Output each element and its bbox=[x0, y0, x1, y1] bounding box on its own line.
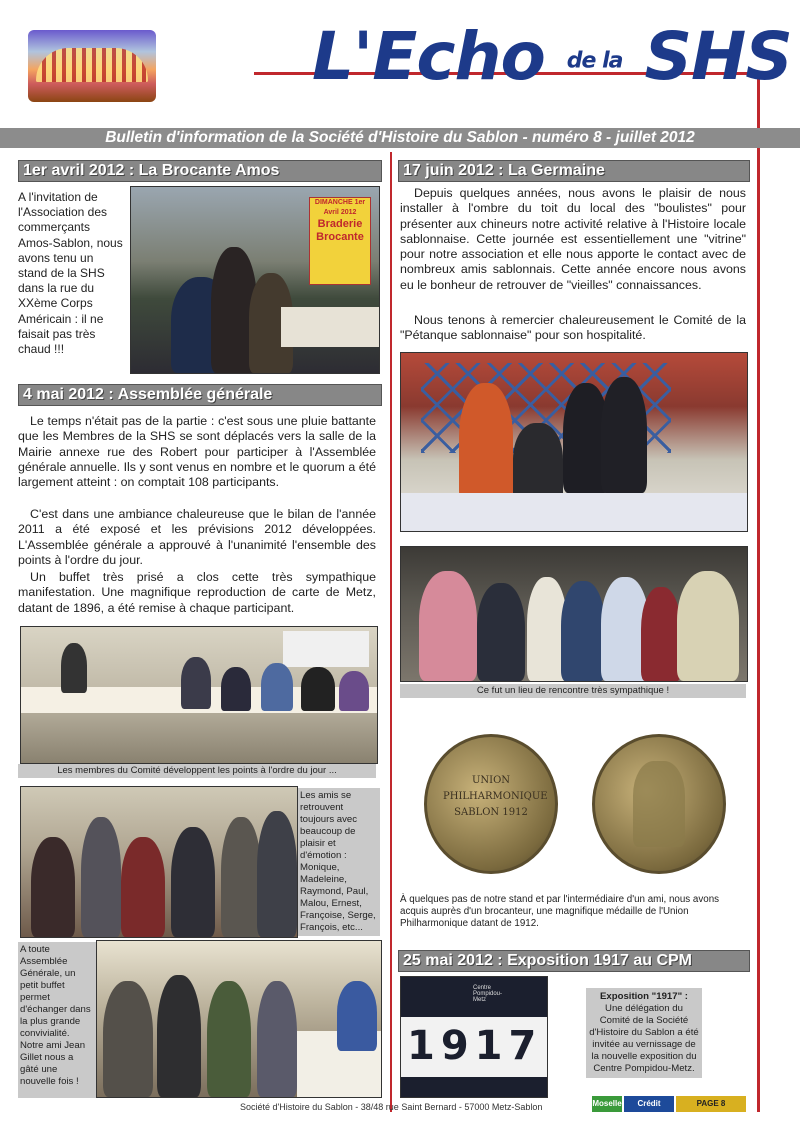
assemblee-paragraph-3: Un buffet très prisé a clos cette très sympathique manifestation. Une magnifique reproduction de carte de Metz, datant de 1896, a été remise à chaque participant. bbox=[18, 570, 376, 615]
poster-cpm: Centre Pompidou-Metz bbox=[473, 985, 503, 1003]
germaine-stand-photo bbox=[400, 352, 748, 532]
page-number-badge: PAGE 8 bbox=[676, 1096, 746, 1112]
section-heading-exposition: 25 mai 2012 : Exposition 1917 au CPM bbox=[398, 950, 750, 972]
exposition-note-title: Exposition "1917" : bbox=[599, 991, 688, 1002]
medal-note: À quelques pas de notre stand et par l'intermédiaire d'un ami, nous avons acquis auprès d'un brocanteur, une magnifique médaille de l'Union Philharmonique datant de 1912. bbox=[400, 894, 720, 929]
buffet-photo bbox=[96, 940, 382, 1098]
column-divider bbox=[390, 152, 392, 1112]
brocante-photo bbox=[130, 186, 380, 374]
masthead-logo-image bbox=[28, 30, 156, 102]
friends-note: Les amis se retrouvent toujours avec beaucoup de plaisir et d'émotion : Monique, Madeleine, Raymond, Paul, Malou, Ernest, Françoise, Serge, François, etc... bbox=[298, 788, 380, 936]
sponsor-moselle-logo: Moselle bbox=[592, 1096, 622, 1112]
poster-1917: 1917 bbox=[407, 1023, 543, 1069]
committee-caption: Les membres du Comité développent les points à l'ordre du jour ... bbox=[18, 764, 376, 778]
masthead-title bbox=[312, 18, 792, 95]
title-echo: L'Echo bbox=[312, 18, 545, 95]
medal-back-image bbox=[592, 734, 726, 874]
right-margin-rule bbox=[757, 72, 760, 1112]
title-shs: SHS bbox=[644, 18, 792, 95]
title-de-la: de la bbox=[566, 48, 623, 74]
germaine-group-photo bbox=[400, 546, 748, 682]
committee-photo bbox=[20, 626, 378, 764]
section-heading-germaine: 17 juin 2012 : La Germaine bbox=[398, 160, 750, 182]
section-heading-brocante: 1er avril 2012 : La Brocante Amos bbox=[18, 160, 382, 182]
section-heading-assemblee: 4 mai 2012 : Assemblée générale bbox=[18, 384, 382, 406]
germaine-paragraph-2: Nous tenons à remercier chaleureusement le Comité de la "Pétanque sablonnaise" pour son hospitalité. bbox=[400, 313, 746, 343]
brocante-text: A l'invitation de l'Association des commerçants Amos-Sablon, nous avons tenu un stand de la SHS dans la rue du XXème Corps Américain : il ne faisait pas très chaud !!! bbox=[18, 190, 123, 357]
sponsor-credit-mutuel-logo: Crédit Mutuel bbox=[624, 1096, 674, 1112]
exposition-note-text: Une délégation du Comité de la Société d'Histoire du Sablon a été invitée au vernissage de la nouvelle exposition du Centre Pompidou-Metz. bbox=[589, 1003, 699, 1074]
subtitle: Bulletin d'information de la Société d'Histoire du Sablon - numéro 8 - juillet 2012 bbox=[105, 129, 695, 146]
poster-line1: DIMANCHE 1er Avril 2012 bbox=[314, 199, 366, 216]
medal-front-image bbox=[424, 734, 558, 874]
assemblee-paragraph-2: C'est dans une ambiance chaleureuse que le bilan de l'année 2011 a été exposé et les prévisions 2012 développées. L'Assemblée générale a approuvé à l'unanimité l'ensemble des points à l'ordre du jour. bbox=[18, 507, 376, 567]
exposition-poster bbox=[400, 976, 548, 1098]
germaine-caption: Ce fut un lieu de rencontre très sympathique ! bbox=[400, 684, 746, 698]
medal-inscription: UNION PHILHARMONIQUE SABLON 1912 bbox=[443, 775, 548, 818]
poster-line2: Braderie Brocante bbox=[316, 218, 364, 243]
footer-address: Société d'Histoire du Sablon - 38/48 rue Saint Bernard - 57000 Metz-Sablon bbox=[240, 1102, 543, 1112]
assemblee-paragraph-1: Le temps n'était pas de la partie : c'est sous une pluie battante que les Membres de la SHS se sont déplacés vers la salle de la Mairie annexe rue des Robert pour participer à l'Assemblée générale annuelle. Ils y sont venus en nombre et le quorum a été largement atteint : on comptait 108 participants. bbox=[18, 414, 376, 490]
friends-photo bbox=[20, 786, 298, 938]
exposition-note bbox=[586, 988, 702, 1078]
germaine-paragraph-1: Depuis quelques années, nous avons le plaisir de nous installer à l'ombre du toit du local des "boulistes" pour présenter aux chineurs notre activité relative à l'Histoire locale sablonnaise. Cette journée est essentiellement une "vitrine" pour notre association et elle nous apporte le contact avec de nombreux amis sablonnais. Cette année encore nous avons eu le bonheur de retrouver de "vieilles" connaissances. bbox=[400, 186, 746, 292]
buffet-note: A toute Assemblée Générale, un petit buffet permet d'échanger dans la plus grande convivialité. Notre ami Jean Gillet nous a gâté une nouvelle fois ! bbox=[18, 942, 96, 1098]
